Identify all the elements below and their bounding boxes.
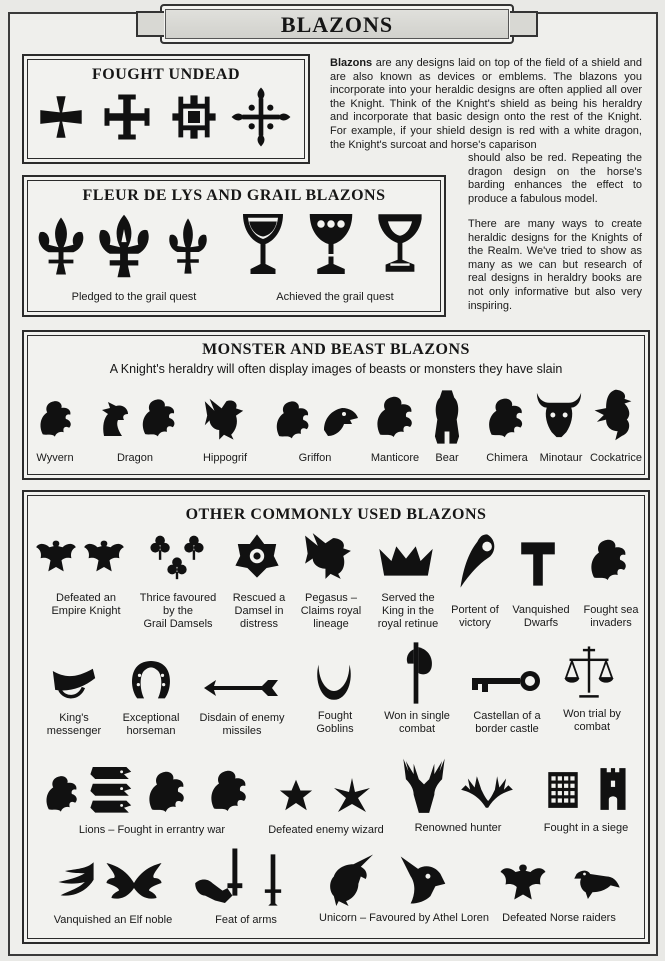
- grail-jewelled-icon: [306, 211, 356, 277]
- lions-passant-icon: [88, 762, 136, 820]
- caption-damsel-distress: Rescued a Damsel in distress: [232, 592, 286, 630]
- rose-icon: [232, 532, 282, 580]
- mullet-star-icon: [332, 776, 372, 816]
- caption-achieved: Achieved the grail quest: [276, 291, 394, 303]
- grail-chalice-icon: [238, 211, 288, 277]
- cross-pattee-icon: [38, 94, 84, 140]
- intro-text: are any designs laid on top of the field of a shield and are also known as devices or emblems. The blazons you incorporate into your heraldic designs are often applied all over the Knight. Think of the Knight's shield as being his heraldry and incorporate that basic design onto the rest of the Knight. For example, if your shield design is red with a white dragon, the Knight's surcoat and horse's caparison: [330, 57, 642, 151]
- intro-paragraph-2: There are many ways to create heraldic designs for the Knights of the Realm. We've tried to show as many as we can but research of real designs in heraldry books are not only informative but also very inspiring.: [468, 218, 642, 312]
- fleur-de-lys-ornate-icon: [98, 213, 150, 279]
- trefoil-flowers-icon: [148, 530, 206, 580]
- caption-trial-combat: Won trial by combat: [563, 708, 621, 733]
- pegasus-icon: [300, 530, 356, 582]
- page-title: BLAZONS: [280, 12, 394, 37]
- caption-single-combat: Won in single combat: [384, 710, 450, 735]
- label-dragon: Dragon: [116, 452, 154, 464]
- antlers-icon: [458, 774, 516, 810]
- other-blazons-title: OTHER COMMONLY USED BLAZONS: [185, 506, 487, 523]
- stag-head-icon: [398, 756, 450, 818]
- griffon-icon: [270, 396, 316, 444]
- fleur-grail-title: FLEUR DE LYS AND GRAIL BLAZONS: [82, 187, 386, 204]
- caption-grail-damsels: Thrice favoured by the Grail Damsels: [139, 592, 217, 630]
- label-griffon: Griffon: [298, 452, 332, 464]
- lion-rampant-icon: [142, 764, 192, 820]
- caption-feat-of-arms: Feat of arms: [215, 914, 277, 926]
- caption-siege: Fought in a siege: [543, 822, 629, 834]
- cross-crosslet-icon: [170, 93, 218, 141]
- castle-tower-icon: [598, 766, 628, 812]
- label-manticore: Manticore: [370, 452, 420, 464]
- wings-icon: [104, 858, 164, 908]
- fleur-de-lys-slim-icon: [164, 215, 212, 277]
- bear-icon: [432, 388, 462, 446]
- horseshoe-icon: [128, 656, 174, 704]
- crown-icon: [376, 544, 436, 578]
- caption-missiles: Disdain of enemy missiles: [199, 712, 285, 737]
- portcullis-icon: [546, 770, 580, 810]
- unicorn-icon: [324, 852, 378, 906]
- caption-castellan: Castellan of a border castle: [473, 710, 541, 735]
- crescent-moon-icon: [312, 658, 356, 702]
- sword-icon: [262, 852, 284, 908]
- label-wyvern: Wyvern: [36, 452, 74, 464]
- caption-served-king: Served the King in the royal retinue: [377, 592, 439, 630]
- grail-cup-icon: [376, 211, 424, 275]
- caption-unicorn: Unicorn – Favoured by Athel Loren: [319, 912, 489, 924]
- sea-serpent-icon: [584, 532, 634, 588]
- caption-elf-noble: Vanquished an Elf noble: [53, 914, 173, 926]
- intro-bold: Blazons: [330, 57, 373, 69]
- eagle-icon: [34, 532, 78, 580]
- intro-paragraph: [330, 57, 642, 152]
- scales-icon: [564, 644, 614, 700]
- wyvern-icon: [34, 396, 78, 442]
- elf-wing-icon: [54, 858, 98, 906]
- lion-head-icon: [40, 770, 84, 818]
- comet-icon: [452, 532, 498, 590]
- caption-horseman: Exceptional horseman: [122, 712, 180, 737]
- lion-rampant-icon: [204, 762, 254, 820]
- caption-empire-knight: Defeated an Empire Knight: [51, 592, 121, 617]
- caption-lions: Lions – Fought in errantry war: [78, 824, 226, 836]
- label-hippogrif: Hippogrif: [202, 452, 248, 464]
- caption-pledged: Pledged to the grail quest: [71, 291, 197, 303]
- hippogriff-icon: [200, 392, 248, 444]
- other-blazons-box: [22, 490, 650, 944]
- title-banner: [160, 4, 514, 44]
- axe-icon: [396, 640, 436, 706]
- cross-fleury-icon: [230, 86, 292, 148]
- griffon-head-icon: [320, 400, 360, 440]
- monster-beast-title: MONSTER AND BEAST BLAZONS: [202, 341, 470, 358]
- arrow-icon: [202, 678, 280, 698]
- cross-potent-icon: [102, 92, 152, 142]
- key-icon: [470, 666, 542, 696]
- caption-goblins: Fought Goblins: [316, 710, 354, 735]
- dragon-icon: [136, 394, 182, 442]
- monster-beast-box: [22, 330, 650, 480]
- minotaur-head-icon: [534, 388, 584, 442]
- fought-undead-box: [22, 54, 310, 164]
- label-minotaur: Minotaur: [539, 452, 583, 464]
- horn-icon: [48, 664, 100, 704]
- star-icon: [278, 778, 314, 812]
- fleur-grail-box: [22, 175, 446, 317]
- caption-portent: Portent of victory: [451, 604, 499, 629]
- label-bear: Bear: [435, 452, 459, 464]
- dragon-head-icon: [94, 394, 134, 442]
- chimera-icon: [482, 392, 530, 444]
- caption-hunter: Renowned hunter: [414, 822, 502, 834]
- raven-displayed-icon: [498, 856, 548, 908]
- unicorn-head-icon: [398, 854, 448, 906]
- label-cockatrice: Cockatrice: [590, 452, 642, 464]
- caption-kings-messenger: King's messenger: [46, 712, 102, 737]
- raven-icon: [572, 862, 622, 902]
- fought-undead-title: FOUGHT UNDEAD: [92, 66, 240, 83]
- caption-dwarfs: Vanquished Dwarfs: [512, 604, 570, 629]
- caption-sea-invaders: Fought sea invaders: [583, 604, 639, 629]
- fleur-de-lys-icon: [36, 215, 86, 277]
- caption-pegasus: Pegasus – Claims royal lineage: [300, 592, 362, 630]
- manticore-icon: [370, 392, 420, 442]
- intro-paragraph-cont: should also be red. Repeating the dragon design on the horse's barding enhances the effect to produce a fabulous model.: [468, 152, 642, 205]
- eagle-icon: [82, 532, 126, 580]
- caption-norse: Defeated Norse raiders: [502, 912, 616, 924]
- arm-sword-icon: [190, 846, 250, 908]
- label-chimera: Chimera: [486, 452, 528, 464]
- caption-wizard: Defeated enemy wizard: [268, 824, 384, 836]
- cockatrice-icon: [590, 386, 636, 444]
- monster-beast-subtitle: A Knight's heraldry will often display images of beasts or monsters they have slain: [109, 362, 563, 376]
- hammer-icon: [518, 540, 558, 588]
